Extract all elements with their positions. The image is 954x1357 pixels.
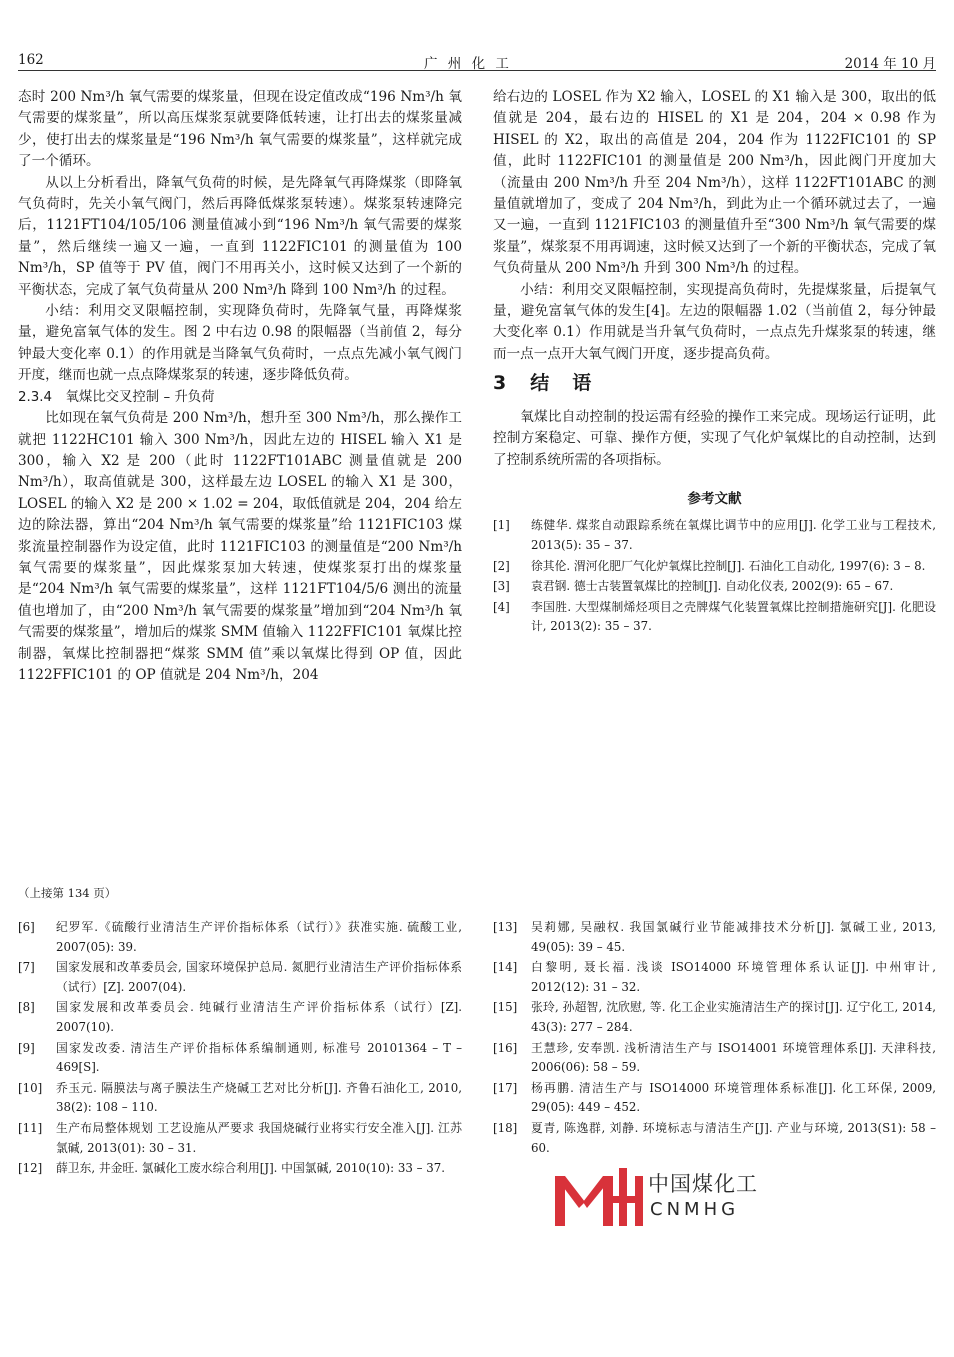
reference-item: [4] 李国胜. 大型煤制烯烃项目之壳牌煤气化装置氧煤比控制措施研究[J]. 化肥设计, 2013(2): 35 – 37. <box>493 599 936 634</box>
body-paragraph: 比如现在氧气负荷是 200 Nm³/h，想升至 300 Nm³/h，那么操作工就把 1122HC101 输入 300 Nm³/h，因此左边的 HISEL 输入 X1 是 300，输入 X2 是 200（此时 1122FT101ABC 测量值就是 200 Nm³/h），取高值就是 300，这样最左边 LOSEL 的输入 X1 是 300，LOSEL 的输入 X2 是 200 × 1.02 = 204，取低值就是 204，204 给左边的除法器，算出“204 Nm³/h 氧气需要的煤浆量”给 1121FIC103 煤浆流量控制器作为设定值，此时 1121FIC103 的测量值是“200 Nm³/h 氧气需要的煤浆量”，因此煤浆泵加大转速，使煤浆泵打出的煤浆量是“204 Nm³/h 氧气需要的煤浆量”，这样 1121FT104/5/6 测出的流量值也增加了，由“200 Nm³/h 氧气需要的煤浆量”增加到“204 Nm³/h 氧气需要的煤浆量”，增加后的煤浆 SMM 值输入 1122FFIC101 氧煤比控制器，氧煤比控制器把“煤浆 SMM 值”乘以氧煤比得到 OP 值，因此 1122FFIC101 的 OP 值就是 204 Nm³/h，204 <box>18 410 462 683</box>
left-column <box>18 87 462 686</box>
reference-item: [6] 纪罗军.《硫酸行业清洁生产评价指标体系（试行）》获准实施. 硫酸工业, 2007(05): 39. <box>18 920 462 954</box>
bottom-references-right <box>493 918 936 1159</box>
header-rule <box>18 70 936 71</box>
reference-item: [2] 徐其伦. 渭河化肥厂气化炉氧煤比控制[J]. 石油化工自动化, 1997(6): 3 – 8. <box>493 558 926 573</box>
reference-item: [3] 袁君钢. 德士古装置氧煤比的控制[J]. 自动化仪表, 2002(9): 65 – 67. <box>493 579 894 594</box>
cnmhg-logo <box>555 1168 760 1230</box>
body-paragraph: 给右边的 LOSEL 作为 X2 输入，LOSEL 的 X1 输入是 300，取出的低值就是 204，最右边的 HISEL 的 X1 是 204，204 × 0.98 作为 HISEL 的 X2，取出的高值是 204，204 作为 1122FIC101 的 SP 值，此时 1122FIC101 的测量值是 200 Nm³/h，因此阀门开度加大（流量由 200 Nm³/h 升至 204 Nm³/h），这样 1122FT101ABC 的测量值就增加了，变成了 204 Nm³/h，到此为止一个循环就过去了，一遍又一遍，一直到 1121FIC103 的测量值升至“300 Nm³/h 氧气需要的煤浆量”，煤浆泵不用再调速，这时候又达到了一个新的平衡状态，完成了氧气负荷量从 200 Nm³/h 升到 300 Nm³/h 的过程。 <box>493 89 936 277</box>
mh-logo-icon <box>555 1168 643 1228</box>
logo-text-cn: 中国煤化工 <box>648 1172 758 1196</box>
body-paragraph: 小结：利用交叉限幅控制，实现降负荷时，先降氧气量，再降煤浆量，避免富氧气体的发生。图 2 中右边 0.98 的限幅器（当前值 2，每分钟最大变化率 0.1）的作用就是当降氧气负荷时，一点点先减小氧气阀门开度，继而也就一点点降煤浆泵的转速，逐步降低负荷。 <box>18 303 462 384</box>
right-column <box>493 87 936 638</box>
page-number: 162 <box>18 52 44 68</box>
reference-item: [18] 夏青, 陈逸群, 刘静. 环境标志与清洁生产[J]. 产业与环境, 2013(S1): 58 – 60. <box>493 1120 936 1155</box>
bottom-references-left <box>18 918 462 1180</box>
body-paragraph: 氧煤比自动控制的投运需有经验的操作工来完成。现场运行证明，此控制方案稳定、可靠、操作方便，实现了气化炉氧煤比的自动控制，达到了控制系统所需的各项指标。 <box>493 408 936 468</box>
reference-item: [11] 生产布局整体规划 工艺设施从严要求 我国烧碱行业将实行安全准入[J]. 江苏氯碱, 2013(01): 30 – 31. <box>18 1120 462 1155</box>
reference-item: [16] 王慧珍, 安奉凯. 浅析清洁生产与 ISO14001 环境管理体系[J]. 天津科技, 2006(06): 58 – 59. <box>493 1040 936 1075</box>
reference-item: [12] 薛卫东, 井金旺. 氯碱化工废水综合利用[J]. 中国氯碱, 2010(10): 33 – 37. <box>18 1161 446 1176</box>
subsection-heading: 2.3.4 氧煤比交叉控制 – 升负荷 <box>18 389 215 405</box>
reference-item: [7] 国家发展和改革委员会, 国家环境保护总局. 氮肥行业清洁生产评价指标体系（试行）[Z]. 2007(04). <box>18 960 462 994</box>
reference-item: [1] 练健华. 煤浆自动跟踪系统在氧煤比调节中的应用[J]. 化学工业与工程技术, 2013(5): 35 – 37. <box>493 518 936 552</box>
references-heading: 参考文献 <box>687 490 742 507</box>
section-heading <box>493 373 936 394</box>
reference-item: [9] 国家发改委. 清洁生产评价指标体系编制通则, 标准号 20101364 – T – 469[S]. <box>18 1040 462 1075</box>
body-paragraph: 态时 200 Nm³/h 氧气需要的煤浆量，但现在设定值改成“196 Nm³/h 氧气需要的煤浆量”，所以高压煤浆泵就要降低转速，让打出去的煤浆量减少，使打出去的煤浆量是“196 Nm³/h 氧气需要的煤浆量”，这样就完成了一个循环。 <box>18 89 462 170</box>
reference-item: [13] 吴莉娜, 吴融权. 我国氯碱行业节能减排技术分析[J]. 氯碱工业, 2013, 49(05): 39 – 45. <box>493 920 936 954</box>
reference-item: [17] 杨再鹏. 清洁生产与 ISO14000 环境管理体系标准[J]. 化工环保, 2009, 29(05): 449 – 452. <box>493 1080 936 1115</box>
reference-item: [8] 国家发展和改革委员会. 纯碱行业清洁生产评价指标体系（试行）[Z]. 2007(10). <box>18 1000 462 1034</box>
reference-item: [10] 乔玉元. 隔膜法与离子膜法生产烧碱工艺对比分析[J]. 齐鲁石油化工, 2010, 38(2): 108 – 110. <box>18 1080 462 1115</box>
logo-text-en: CNMHG <box>650 1199 740 1220</box>
reference-list <box>493 516 936 637</box>
reference-item: [14] 白黎明, 聂长福. 浅谈 ISO14000 环境管理体系认证[J]. 中州审计, 2012(12): 31 – 32. <box>493 960 936 994</box>
section-number: 3 <box>493 372 509 395</box>
issue-date: 2014 年 10 月 <box>844 56 936 72</box>
journal-title: 广 州 化 工 <box>424 56 512 72</box>
section-title: 结 语 <box>530 372 594 395</box>
body-paragraph: 从以上分析看出，降氧气负荷的时候，是先降氧气再降煤浆（即降氧气负荷时，先关小氧气阀门，然后再降低煤浆泵转速）。煤浆泵转速降完后，1121FT104/105/106 测量值减小到“196 Nm³/h 氧气需要的煤浆量”，然后继续一遍又一遍，一直到 1122FIC101 的测量值为 100 Nm³/h，SP 值等于 PV 值，阀门不用再关小，这时候又达到了一个新的平衡状态，完成了氧气负荷量从 200 Nm³/h 降到 100 Nm³/h 的过程。 <box>18 174 462 298</box>
reference-item: [15] 张玲, 孙超智, 沈欣慰, 等. 化工企业实施清洁生产的探讨[J]. 辽宁化工, 2014, 43(3): 277 – 284. <box>493 1000 936 1034</box>
continuation-note: （上接第 134 页） <box>18 886 117 900</box>
body-paragraph: 小结：利用交叉限幅控制，实现提高负荷时，先提煤浆量，后提氧气量，避免富氧气体的发生[4]。左边的限幅器 1.02（当前值 2，每分钟最大变化率 0.1）作用就是当升氧气负荷时，一点点先升煤浆泵的转速，继而一点一点开大氧气阀门开度，逐步提高负荷。 <box>493 281 936 362</box>
